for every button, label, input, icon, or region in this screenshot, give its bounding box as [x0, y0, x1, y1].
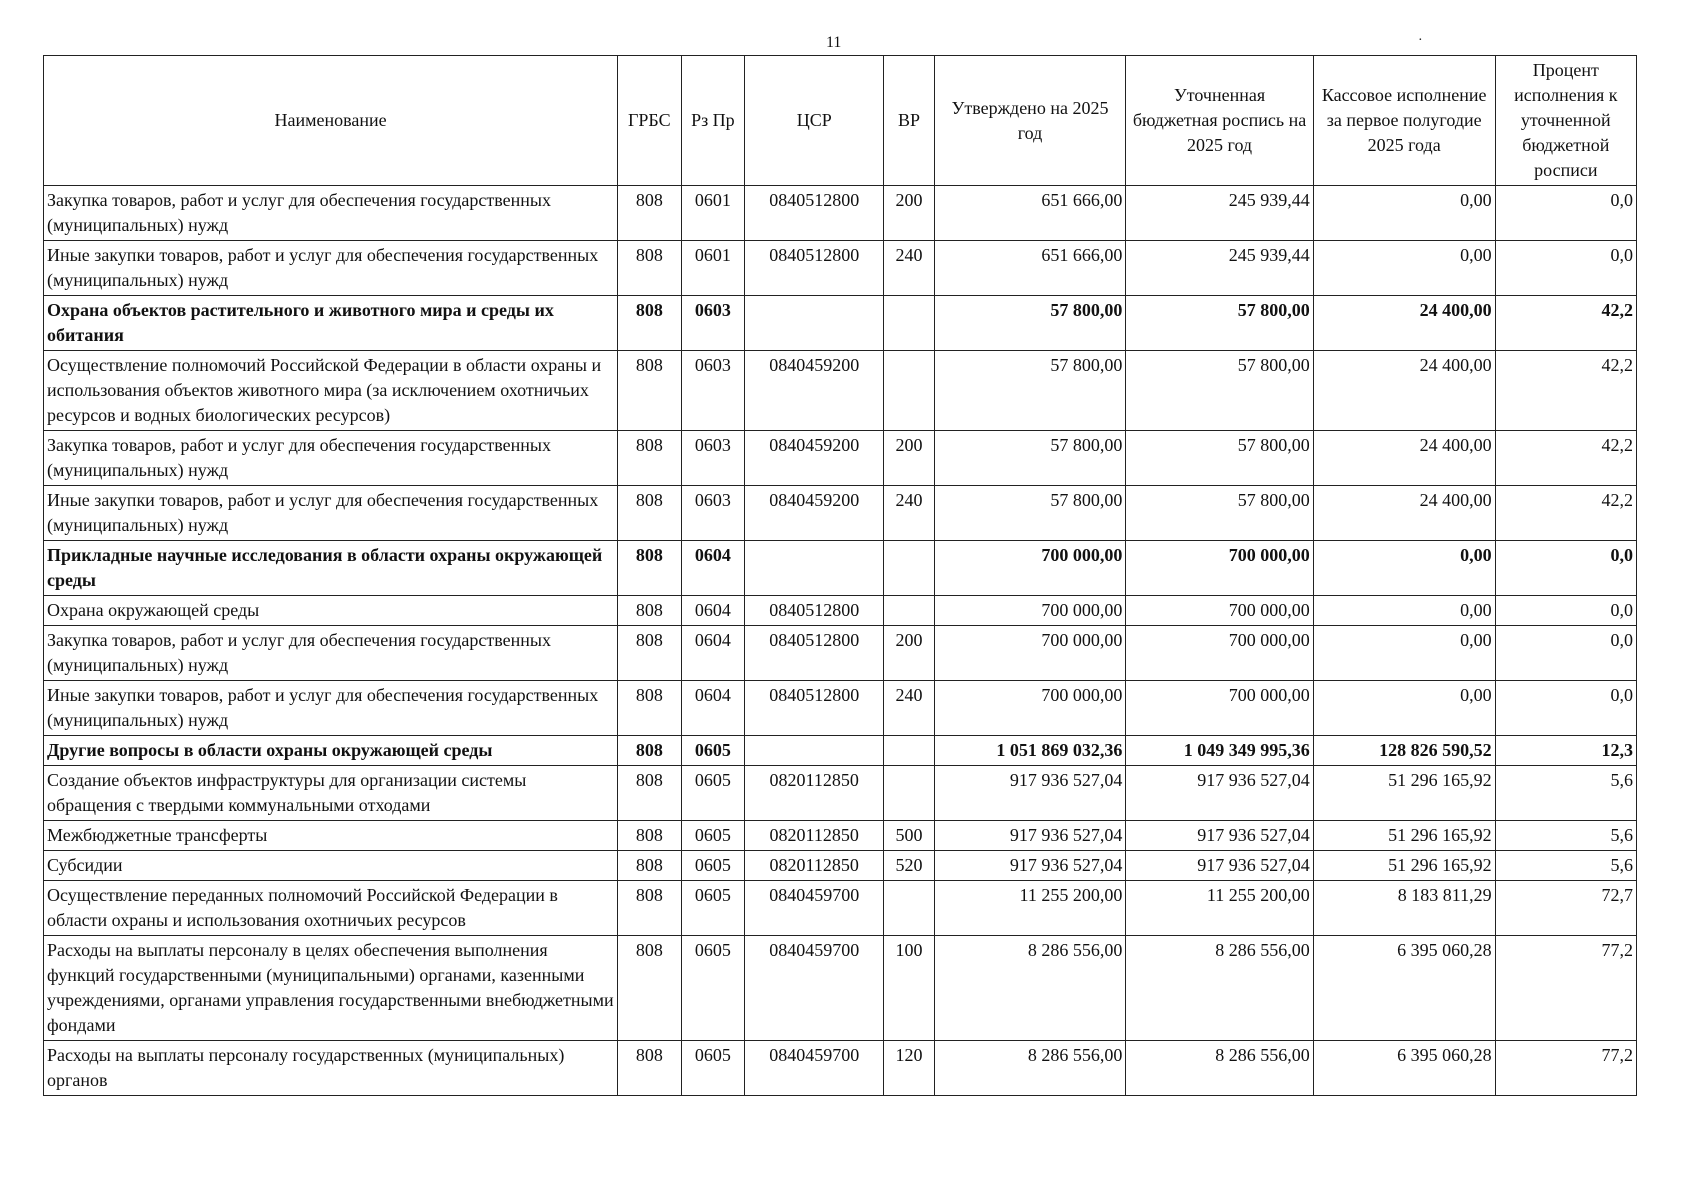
cell-grbs: 808 — [618, 541, 682, 596]
cell-cash: 51 296 165,92 — [1313, 766, 1495, 821]
cell-rzpr: 0603 — [681, 486, 745, 541]
table-row — [44, 541, 1637, 596]
cell-rzpr: 0603 — [681, 431, 745, 486]
header-name: Наименование — [44, 56, 618, 186]
cell-grbs: 808 — [618, 186, 682, 241]
cell-revised: 57 800,00 — [1126, 431, 1313, 486]
cell-percent: 5,6 — [1495, 821, 1636, 851]
cell-approved: 57 800,00 — [934, 486, 1126, 541]
cell-name: Расходы на выплаты персоналу государственных (муниципальных) органов — [44, 1041, 618, 1096]
cell-approved: 917 936 527,04 — [934, 821, 1126, 851]
cell-rzpr: 0605 — [681, 881, 745, 936]
cell-rzpr: 0605 — [681, 851, 745, 881]
table-row — [44, 186, 1637, 241]
cell-approved: 8 286 556,00 — [934, 1041, 1126, 1096]
cell-rzpr: 0605 — [681, 1041, 745, 1096]
cell-vr — [884, 736, 934, 766]
table-row — [44, 351, 1637, 431]
cell-percent: 5,6 — [1495, 851, 1636, 881]
cell-approved: 651 666,00 — [934, 241, 1126, 296]
cell-vr — [884, 351, 934, 431]
cell-csr: 0820112850 — [745, 766, 884, 821]
cell-csr: 0820112850 — [745, 821, 884, 851]
header-rzpr: Рз Пр — [681, 56, 745, 186]
cell-csr: 0840459200 — [745, 431, 884, 486]
cell-revised: 57 800,00 — [1126, 296, 1313, 351]
cell-rzpr: 0604 — [681, 626, 745, 681]
cell-cash: 6 395 060,28 — [1313, 936, 1495, 1041]
table-row — [44, 241, 1637, 296]
cell-vr — [884, 596, 934, 626]
table-header-row — [44, 56, 1637, 186]
table-row — [44, 486, 1637, 541]
cell-vr: 120 — [884, 1041, 934, 1096]
cell-name: Другие вопросы в области охраны окружающей среды — [44, 736, 618, 766]
cell-csr: 0840512800 — [745, 596, 884, 626]
cell-revised: 700 000,00 — [1126, 541, 1313, 596]
cell-approved: 700 000,00 — [934, 626, 1126, 681]
cell-vr: 240 — [884, 486, 934, 541]
cell-csr: 0840512800 — [745, 186, 884, 241]
table-row — [44, 431, 1637, 486]
cell-grbs: 808 — [618, 241, 682, 296]
cell-percent: 77,2 — [1495, 936, 1636, 1041]
cell-revised: 917 936 527,04 — [1126, 821, 1313, 851]
cell-approved: 57 800,00 — [934, 351, 1126, 431]
header-grbs: ГРБС — [618, 56, 682, 186]
cell-csr: 0840459200 — [745, 486, 884, 541]
cell-csr: 0840512800 — [745, 681, 884, 736]
cell-approved: 11 255 200,00 — [934, 881, 1126, 936]
cell-csr: 0840512800 — [745, 626, 884, 681]
cell-name: Иные закупки товаров, работ и услуг для обеспечения государственных (муниципальных) нужд — [44, 241, 618, 296]
cell-revised: 917 936 527,04 — [1126, 851, 1313, 881]
table-row — [44, 626, 1637, 681]
cell-csr — [745, 296, 884, 351]
cell-cash: 0,00 — [1313, 626, 1495, 681]
cell-percent: 0,0 — [1495, 681, 1636, 736]
cell-revised: 11 255 200,00 — [1126, 881, 1313, 936]
cell-cash: 6 395 060,28 — [1313, 1041, 1495, 1096]
cell-name: Закупка товаров, работ и услуг для обеспечения государственных (муниципальных) нужд — [44, 431, 618, 486]
cell-name: Осуществление полномочий Российской Федерации в области охраны и использования объектов животного мира (за исключением охотничьих ресурсов и водных биологических ресурсов) — [44, 351, 618, 431]
cell-rzpr: 0604 — [681, 596, 745, 626]
cell-cash: 0,00 — [1313, 681, 1495, 736]
cell-approved: 57 800,00 — [934, 431, 1126, 486]
cell-name: Прикладные научные исследования в области охраны окружающей среды — [44, 541, 618, 596]
cell-vr — [884, 296, 934, 351]
cell-grbs: 808 — [618, 1041, 682, 1096]
cell-csr — [745, 541, 884, 596]
cell-approved: 8 286 556,00 — [934, 936, 1126, 1041]
cell-revised: 57 800,00 — [1126, 351, 1313, 431]
cell-name: Охрана объектов растительного и животного мира и среды их обитания — [44, 296, 618, 351]
cell-percent: 42,2 — [1495, 351, 1636, 431]
cell-csr: 0840459700 — [745, 1041, 884, 1096]
cell-grbs: 808 — [618, 736, 682, 766]
cell-percent: 42,2 — [1495, 431, 1636, 486]
cell-csr — [745, 736, 884, 766]
cell-cash: 0,00 — [1313, 241, 1495, 296]
page-number: 11 — [826, 34, 842, 51]
cell-cash: 8 183 811,29 — [1313, 881, 1495, 936]
cell-approved: 651 666,00 — [934, 186, 1126, 241]
cell-rzpr: 0603 — [681, 351, 745, 431]
cell-revised: 700 000,00 — [1126, 681, 1313, 736]
cell-revised: 245 939,44 — [1126, 241, 1313, 296]
cell-revised: 57 800,00 — [1126, 486, 1313, 541]
cell-cash: 0,00 — [1313, 186, 1495, 241]
cell-csr: 0820112850 — [745, 851, 884, 881]
cell-rzpr: 0601 — [681, 186, 745, 241]
cell-grbs: 808 — [618, 351, 682, 431]
cell-percent: 0,0 — [1495, 241, 1636, 296]
cell-rzpr: 0601 — [681, 241, 745, 296]
cell-cash: 51 296 165,92 — [1313, 821, 1495, 851]
table-row — [44, 766, 1637, 821]
cell-percent: 0,0 — [1495, 186, 1636, 241]
cell-name: Закупка товаров, работ и услуг для обеспечения государственных (муниципальных) нужд — [44, 626, 618, 681]
cell-percent: 0,0 — [1495, 541, 1636, 596]
header-csr: ЦСР — [745, 56, 884, 186]
cell-csr: 0840459700 — [745, 881, 884, 936]
cell-grbs: 808 — [618, 431, 682, 486]
cell-name: Межбюджетные трансферты — [44, 821, 618, 851]
cell-revised: 917 936 527,04 — [1126, 766, 1313, 821]
cell-cash: 24 400,00 — [1313, 486, 1495, 541]
cell-revised: 700 000,00 — [1126, 596, 1313, 626]
cell-revised: 700 000,00 — [1126, 626, 1313, 681]
cell-percent: 42,2 — [1495, 486, 1636, 541]
cell-csr: 0840512800 — [745, 241, 884, 296]
cell-name: Расходы на выплаты персоналу в целях обеспечения выполнения функций государственными (муниципальными) органами, казенными учреждениями, органами управления государственными внебюджетными фондами — [44, 936, 618, 1041]
cell-grbs: 808 — [618, 881, 682, 936]
table-row — [44, 821, 1637, 851]
cell-rzpr: 0603 — [681, 296, 745, 351]
cell-name: Осуществление переданных полномочий Российской Федерации в области охраны и использования охотничьих ресурсов — [44, 881, 618, 936]
cell-rzpr: 0605 — [681, 736, 745, 766]
cell-vr — [884, 766, 934, 821]
cell-vr — [884, 881, 934, 936]
cell-cash: 51 296 165,92 — [1313, 851, 1495, 881]
cell-percent: 5,6 — [1495, 766, 1636, 821]
cell-rzpr: 0605 — [681, 936, 745, 1041]
table-row — [44, 1041, 1637, 1096]
cell-grbs: 808 — [618, 681, 682, 736]
table-row — [44, 296, 1637, 351]
cell-vr — [884, 541, 934, 596]
table-row — [44, 936, 1637, 1041]
cell-percent: 72,7 — [1495, 881, 1636, 936]
cell-rzpr: 0605 — [681, 766, 745, 821]
cell-grbs: 808 — [618, 936, 682, 1041]
cell-vr: 200 — [884, 431, 934, 486]
cell-grbs: 808 — [618, 486, 682, 541]
cell-approved: 700 000,00 — [934, 596, 1126, 626]
header-percent: Процент исполнения к уточненной бюджетной росписи — [1495, 56, 1636, 186]
cell-percent: 42,2 — [1495, 296, 1636, 351]
cell-csr: 0840459700 — [745, 936, 884, 1041]
cell-name: Иные закупки товаров, работ и услуг для обеспечения государственных (муниципальных) нужд — [44, 681, 618, 736]
header-cash: Кассовое исполнение за первое полугодие 2025 года — [1313, 56, 1495, 186]
cell-revised: 245 939,44 — [1126, 186, 1313, 241]
cell-grbs: 808 — [618, 821, 682, 851]
cell-cash: 128 826 590,52 — [1313, 736, 1495, 766]
cell-grbs: 808 — [618, 626, 682, 681]
header-approved: Утверждено на 2025 год — [934, 56, 1126, 186]
cell-vr: 200 — [884, 626, 934, 681]
cell-revised: 8 286 556,00 — [1126, 936, 1313, 1041]
cell-grbs: 808 — [618, 596, 682, 626]
table-row — [44, 851, 1637, 881]
cell-cash: 24 400,00 — [1313, 351, 1495, 431]
cell-rzpr: 0604 — [681, 541, 745, 596]
table-row — [44, 881, 1637, 936]
table-row — [44, 596, 1637, 626]
cell-cash: 24 400,00 — [1313, 296, 1495, 351]
table-body — [44, 186, 1637, 1096]
cell-csr: 0840459200 — [745, 351, 884, 431]
cell-percent: 77,2 — [1495, 1041, 1636, 1096]
cell-vr: 100 — [884, 936, 934, 1041]
cell-name: Субсидии — [44, 851, 618, 881]
budget-table — [43, 55, 1637, 1096]
cell-grbs: 808 — [618, 296, 682, 351]
cell-approved: 700 000,00 — [934, 681, 1126, 736]
cell-approved: 700 000,00 — [934, 541, 1126, 596]
cell-rzpr: 0605 — [681, 821, 745, 851]
cell-revised: 1 049 349 995,36 — [1126, 736, 1313, 766]
cell-vr: 200 — [884, 186, 934, 241]
cell-grbs: 808 — [618, 766, 682, 821]
header-vr: ВР — [884, 56, 934, 186]
cell-name: Создание объектов инфраструктуры для организации системы обращения с твердыми коммунальными отходами — [44, 766, 618, 821]
cell-percent: 0,0 — [1495, 626, 1636, 681]
cell-vr: 500 — [884, 821, 934, 851]
cell-rzpr: 0604 — [681, 681, 745, 736]
header-revised: Уточненная бюджетная роспись на 2025 год — [1126, 56, 1313, 186]
cell-vr: 240 — [884, 241, 934, 296]
cell-cash: 0,00 — [1313, 541, 1495, 596]
cell-vr: 520 — [884, 851, 934, 881]
cell-name: Закупка товаров, работ и услуг для обеспечения государственных (муниципальных) нужд — [44, 186, 618, 241]
cell-approved: 917 936 527,04 — [934, 851, 1126, 881]
cell-approved: 917 936 527,04 — [934, 766, 1126, 821]
cell-name: Иные закупки товаров, работ и услуг для обеспечения государственных (муниципальных) нужд — [44, 486, 618, 541]
cell-revised: 8 286 556,00 — [1126, 1041, 1313, 1096]
cell-approved: 1 051 869 032,36 — [934, 736, 1126, 766]
cell-percent: 0,0 — [1495, 596, 1636, 626]
cell-percent: 12,3 — [1495, 736, 1636, 766]
cell-cash: 24 400,00 — [1313, 431, 1495, 486]
cell-cash: 0,00 — [1313, 596, 1495, 626]
cell-grbs: 808 — [618, 851, 682, 881]
cell-approved: 57 800,00 — [934, 296, 1126, 351]
cell-name: Охрана окружающей среды — [44, 596, 618, 626]
cell-vr: 240 — [884, 681, 934, 736]
table-row — [44, 681, 1637, 736]
corner-mark: · — [1418, 33, 1423, 48]
table-row — [44, 736, 1637, 766]
